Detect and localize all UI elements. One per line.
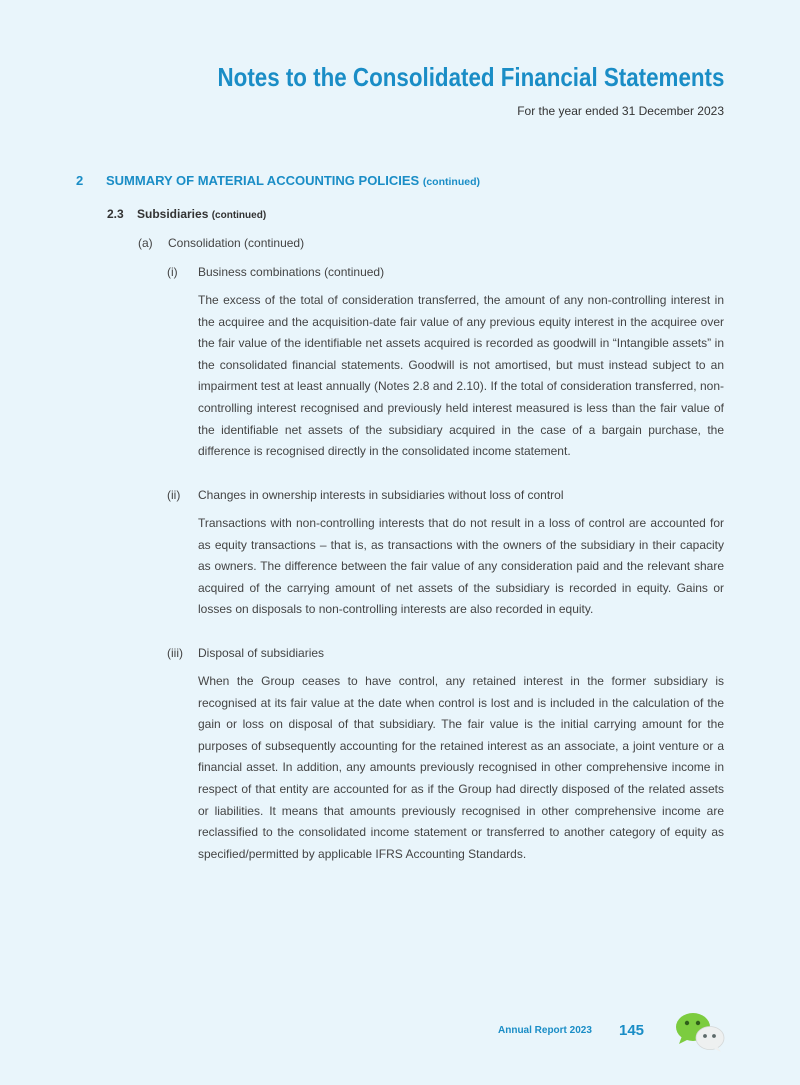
item-iii-title: Disposal of subsidiaries xyxy=(198,646,325,660)
section-continued-label: (continued) xyxy=(422,176,480,188)
item-a-heading xyxy=(138,236,304,250)
section-title: SUMMARY OF MATERIAL ACCOUNTING POLICIES xyxy=(106,173,420,188)
item-a-label: (a) xyxy=(138,236,153,250)
item-i-title: Business combinations (continued) xyxy=(198,265,385,279)
item-i-paragraph: The excess of the total of consideration transferred, the amount of any non-controlling interest in the acquiree and the acquisition-date fair value of any previous equity interest in the acquiree over the fair value of the identifiable net assets acquired is recorded as goodwill in “Intangible assets” in the consolidated financial statements. Goodwill is not amortised, but must instead subject to an impairment test at least annually (Notes 2.8 and 2.10). If the total of consideration transferred, non-controlling interest recognised and previously held interest measured is less than the fair value of the identifiable net assets of the subsidiary acquired in the case of a bargain purchase, the difference is recognised directly in the consolidated income statement. xyxy=(198,293,724,459)
item-ii-label: (ii) xyxy=(167,488,181,502)
section-heading xyxy=(76,173,480,188)
item-ii-title: Changes in ownership interests in subsidiaries without loss of control xyxy=(198,488,564,502)
page-subtitle: For the year ended 31 December 2023 xyxy=(517,104,724,118)
item-a-title: Consolidation (continued) xyxy=(168,236,305,250)
item-i-heading xyxy=(167,265,384,279)
page-number: 145 xyxy=(619,1022,645,1039)
subsection-heading xyxy=(107,207,266,221)
page-title: Notes to the Consolidated Financial Statements xyxy=(217,62,724,92)
item-ii-paragraph: Transactions with non-controlling interests that do not result in a loss of control are accounted for as equity transactions – that is, as transactions with the owners of the subsidiary in their capacity as owners. The difference between the fair value of any consideration paid and the relevant share acquired of the carrying amount of net assets of the subsidiary is recorded in equity. Gains or losses on disposals to non-controlling interests are also recorded in equity. xyxy=(198,516,724,617)
footer-report-label: Annual Report 2023 xyxy=(498,1025,592,1036)
item-iii-heading xyxy=(167,646,324,660)
section-number: 2 xyxy=(76,173,84,188)
subsection-title: Subsidiaries xyxy=(137,207,209,221)
item-i-label: (i) xyxy=(167,265,178,279)
item-iii-label: (iii) xyxy=(167,646,183,660)
item-ii-heading xyxy=(167,488,564,502)
subsection-continued-label: (continued) xyxy=(211,210,267,221)
subsection-number: 2.3 xyxy=(107,207,124,221)
item-iii-paragraph: When the Group ceases to have control, any retained interest in the former subsidiary is recognised at its fair value at the date when control is lost and is included in the calculation of the gain or loss on disposal of that subsidiary. The fair value is the initial carrying amount for the purposes of subsequently accounting for the retained interest as an associate, a joint venture or a financial asset. In addition, any amounts previously recognised in other comprehensive income in respect of that entity are accounted for as if the Group had directly disposed of the related assets or liabilities. It means that amounts previously recognised in other comprehensive income are reclassified to the consolidated income statement or transferred to another category of equity as specified/permitted by applicable IFRS Accounting Standards. xyxy=(198,674,724,861)
chat-bubbles-icon xyxy=(674,1010,726,1052)
